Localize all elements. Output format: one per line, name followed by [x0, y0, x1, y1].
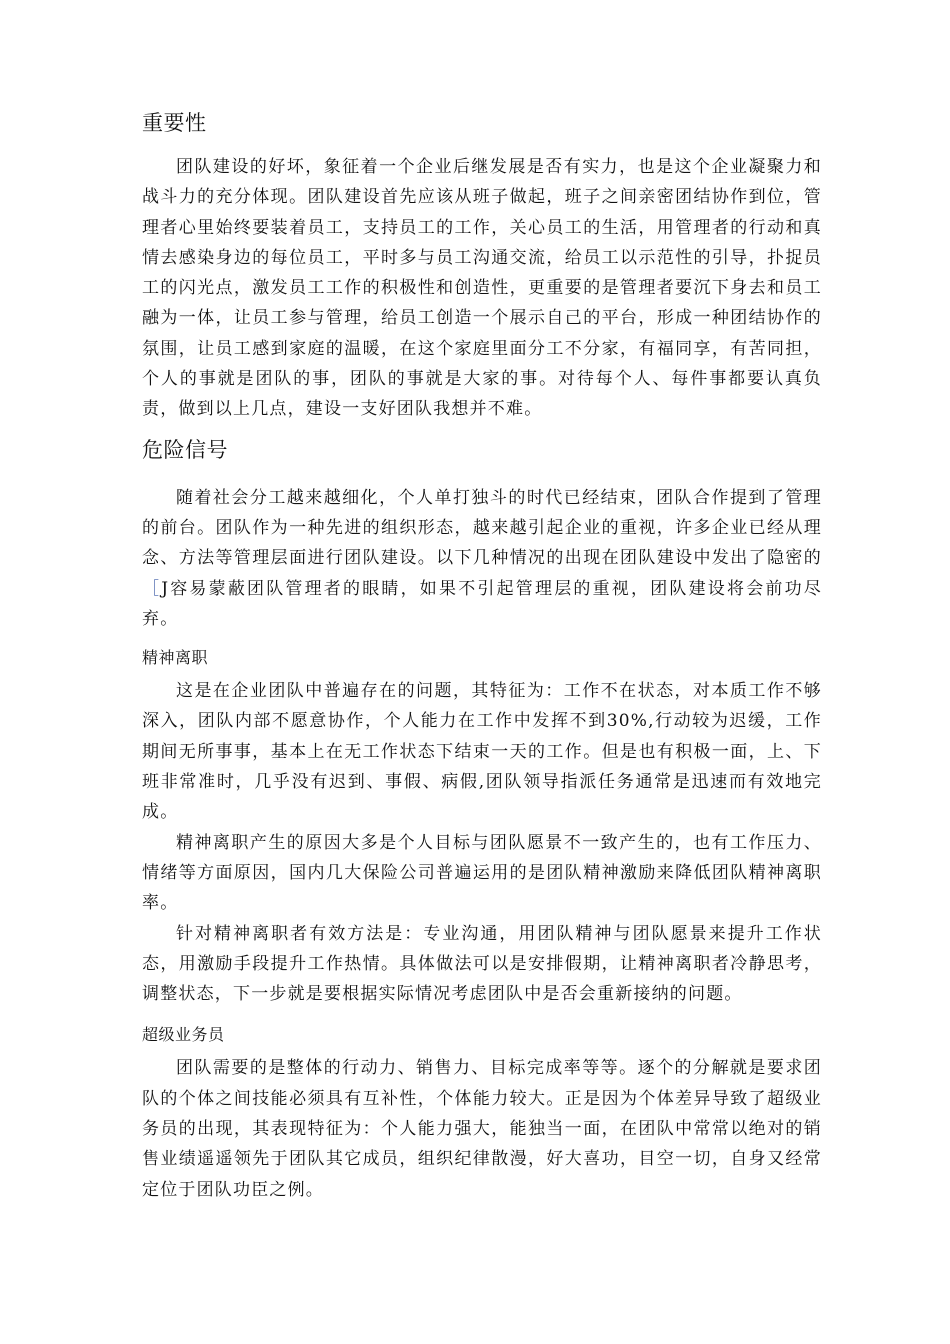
- section-heading-mental-resignation: 精神离职: [142, 648, 209, 668]
- paragraph-super-salesperson: 团队需要的是整体的行动力、销售力、目标完成率等等。逐个的分解就是要求团队的个体之间技能必须具有互补性，个体能力较大。正是因为个体差异导致了超级业务员的出现，其表现特征为：个人能力强大，能独当一面，在团队中常常以绝对的销售业绩遥遥领先于团队其它成员，组织纪律散漫，好大喜功，目空一切，自身又经常定位于团队功臣之例。: [142, 1058, 822, 1200]
- section-heading-danger-signal: 危险信号: [142, 437, 228, 462]
- document-page: [142, 108, 822, 1205]
- paragraph-mental-resignation-3: 针对精神离职者有效方法是：专业沟通，用团队精神与团队愿景来提升工作状态，用激励手段提升工作热情。具体做法可以是安排假期，让精神离职者冷静思考，调整状态，下一步就是要根据实际情况考虑团队中是否会重新接纳的问题。: [142, 923, 822, 1005]
- section-heading-importance: 重要性: [142, 111, 207, 135]
- paragraph-text-start: 随着社会分工越来越细化，个人单打独斗的时代已经结束，团队合作提到了管理的前台。团队作为一种先进的组织形态，越来越引起企业的重视，许多企业已经从理念、方法等管理层面进行团队建设。以下几种情况的出现在团队建设中发出了隐密的: [142, 487, 822, 569]
- paragraph-mental-resignation-2: 精神离职产生的原因大多是个人目标与团队愿景不一致产生的，也有工作压力、情绪等方面原因，国内几大保险公司普遍运用的是团队精神激励来降低团队精神离职率。: [142, 832, 822, 914]
- bracket-mark: ［: [142, 578, 162, 599]
- paragraph-importance: 团队建设的好坏，象征着一个企业后继发展是否有实力，也是这个企业凝聚力和战斗力的充分体现。团队建设首先应该从班子做起，班子之间亲密团结协作到位，管理者心里始终要装着员工，支持员工的工作，关心员工的生活，用管理者的行动和真情去感染身边的每位员工，平时多与员工沟通交流，给员工以示范性的引导，扑捉员工的闪光点，激发员工工作的积极性和创造性，更重要的是管理者要沉下身去和员工融为一体，让员工参与管理，给员工创造一个展示自己的平台，形成一种团结协作的氛围，让员工感到家庭的温暖，在这个家庭里面分工不分家，有福同享，有苦同担，个人的事就是团队的事，团队的事就是大家的事。对待每个人、每件事都要认真负责，做到以上几点，建设一支好团队我想并不难。: [142, 157, 822, 420]
- paragraph-text-end: J容易蒙蔽团队管理者的眼睛，如果不引起管理层的重视，团队建设将会前功尽弃。: [142, 578, 822, 629]
- paragraph-danger-signal: [142, 483, 822, 634]
- paragraph-mental-resignation-1: 这是在企业团队中普遍存在的问题，其特征为：工作不在状态，对本质工作不够深入，团队内部不愿意协作，个人能力在工作中发挥不到30%,行动较为迟缓，工作期间无所事事，基本上在无工作状态下结束一天的工作。但是也有积极一面，上、下班非常准时，几乎没有迟到、事假、病假,团队领导指派任务通常是迅速而有效地完成。: [142, 681, 822, 823]
- section-heading-super-salesperson: 超级业务员: [142, 1025, 225, 1045]
